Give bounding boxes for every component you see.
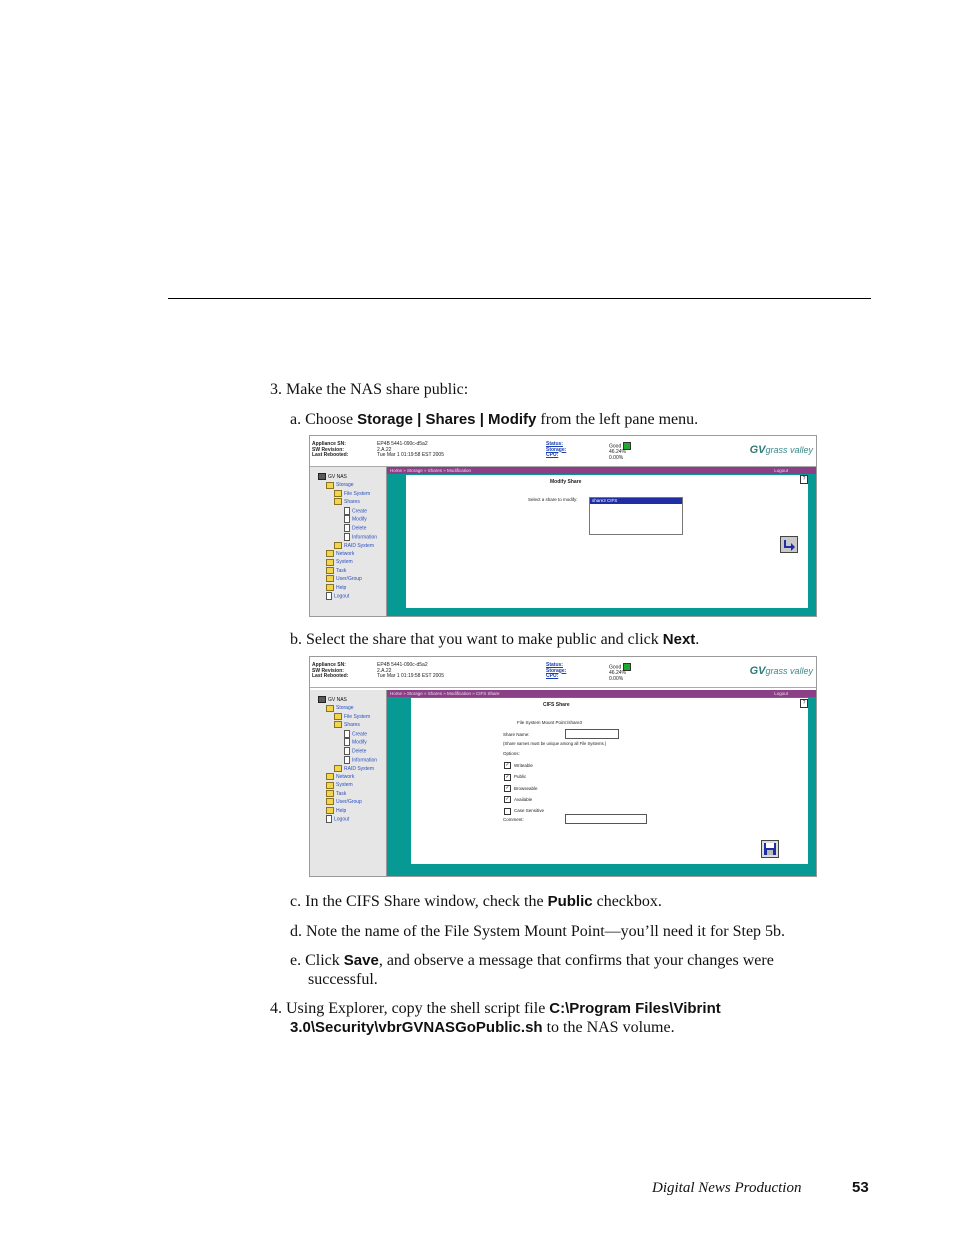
storage-link[interactable]: Storage: xyxy=(546,446,567,453)
cpu-link[interactable]: CPU: xyxy=(546,452,559,458)
cpu-link[interactable]: CPU: xyxy=(546,673,559,679)
share-option[interactable]: share3 CIFS xyxy=(590,498,682,504)
tree-user-group[interactable]: User/Group xyxy=(318,798,377,806)
folder-icon xyxy=(326,575,334,582)
folder-icon xyxy=(326,782,334,789)
tree-system[interactable]: System xyxy=(318,558,377,566)
tree-raid-system[interactable]: RAID System xyxy=(318,542,377,550)
next-button[interactable] xyxy=(780,536,798,553)
tree-help[interactable]: Help xyxy=(318,584,377,592)
help-icon[interactable]: ? xyxy=(800,475,808,484)
tree-logout[interactable]: Logout xyxy=(318,815,377,824)
breadcrumb: Home » Storage » Shares » Modification » CIFS Share Logout xyxy=(387,690,816,697)
left-nav-pane xyxy=(310,690,387,876)
available-checkbox[interactable]: ✓ Available xyxy=(505,796,533,803)
options-label: Options: xyxy=(503,751,520,756)
content-pane xyxy=(387,467,816,616)
folder-icon xyxy=(334,765,342,772)
options-group xyxy=(504,760,544,816)
page-icon xyxy=(344,515,350,523)
tree-delete[interactable]: Delete xyxy=(318,747,377,756)
tree-gv-nas[interactable]: GV NAS xyxy=(318,696,377,704)
tree-user-group[interactable]: User/Group xyxy=(318,575,377,583)
folder-open-icon xyxy=(334,721,342,728)
folder-icon xyxy=(326,790,334,797)
comment-input[interactable] xyxy=(565,814,647,824)
tree-modify[interactable]: Modify xyxy=(318,738,377,747)
case-sensitive-checkbox[interactable]: Case Sensitive xyxy=(504,805,544,816)
folder-open-icon xyxy=(334,498,342,505)
mount-point-label: File System Mount Point:/share3 xyxy=(517,720,583,725)
page-icon xyxy=(344,524,350,532)
folder-icon xyxy=(334,542,342,549)
page-title: CIFS Share xyxy=(543,702,570,708)
screenshot-modify-share xyxy=(309,435,817,617)
content-pane xyxy=(387,690,816,876)
step-3e-cont: successful. xyxy=(308,971,378,988)
share-name-input[interactable] xyxy=(565,729,619,739)
folder-icon xyxy=(326,559,334,566)
page-icon xyxy=(344,730,350,738)
page-icon xyxy=(344,738,350,746)
left-nav-pane xyxy=(310,467,387,616)
step-4-cont: 3.0\Security\vbrGVNASGoPublic.sh to the NAS volume. xyxy=(290,1019,675,1036)
logout-link[interactable]: Logout xyxy=(774,468,788,473)
folder-icon xyxy=(334,713,342,720)
tree-information[interactable]: Information xyxy=(318,756,377,765)
help-icon[interactable]: ? xyxy=(800,699,808,708)
tree-shares[interactable]: Shares xyxy=(318,498,377,506)
tree-file-system[interactable]: File System xyxy=(318,713,377,721)
public-checkbox[interactable]: ✓ Public xyxy=(505,773,527,780)
folder-icon xyxy=(326,482,334,489)
tree-gv-nas[interactable]: GV NAS xyxy=(318,473,377,481)
server-icon xyxy=(318,696,326,703)
select-label: Select a share to modify: xyxy=(528,497,578,502)
page-icon xyxy=(344,747,350,755)
status-header: Appliance SN: SW Revision: Last Rebooted: EP4B 5441-090c-d5a2 2.A.22 Tue Mar 1 01:19:58 EST 2005 Status: Storage: CPU: Good 46.24% 0.00% GVgrass valley xyxy=(310,657,816,688)
tree-help[interactable]: Help xyxy=(318,807,377,815)
tree-logout[interactable]: Logout xyxy=(318,592,377,601)
status-link[interactable]: Status: xyxy=(546,662,563,668)
floppy-disk-icon xyxy=(762,841,778,857)
tree-delete[interactable]: Delete xyxy=(318,524,377,533)
header-rule xyxy=(168,298,871,299)
step-3b: b. Select the share that you want to make public and click Next. xyxy=(290,631,700,648)
folder-icon xyxy=(326,550,334,557)
writeable-checkbox[interactable]: ✓ Writeable xyxy=(505,762,533,769)
step-3: 3. Make the NAS share public: xyxy=(270,381,469,398)
step-3c: c. In the CIFS Share window, check the Public checkbox. xyxy=(290,893,662,910)
page-title: Modify Share xyxy=(550,479,582,485)
page-icon xyxy=(326,815,332,823)
tree-storage[interactable]: Storage xyxy=(318,481,377,489)
step-4: 4. Using Explorer, copy the shell script file C:\Program Files\Vibrint xyxy=(270,1000,721,1017)
status-header: Appliance SN: SW Revision: Last Rebooted: EP4B 5441-090c-d5a2 2.A.22 Tue Mar 1 01:19:58 EST 2005 Status: Storage: CPU: Good 46.24% 0.00% GVgrass valley xyxy=(310,436,816,467)
step-3d: d. Note the name of the File System Mount Point—you’ll need it for Step 5b. xyxy=(290,923,786,940)
step-3e: e. Click Save, and observe a message that confirms that your changes were xyxy=(290,952,774,969)
tree-storage[interactable]: Storage xyxy=(318,704,377,712)
page-icon xyxy=(344,756,350,764)
folder-icon xyxy=(326,705,334,712)
next-arrow-icon xyxy=(781,537,797,552)
grass-valley-logo: GVgrass valley xyxy=(749,444,813,456)
page-icon xyxy=(344,507,350,515)
browseable-checkbox[interactable]: ✓ Browseable xyxy=(505,784,538,791)
folder-icon xyxy=(334,490,342,497)
folder-icon xyxy=(326,807,334,814)
grass-valley-logo: GVgrass valley xyxy=(749,665,813,677)
share-name-label: Share Name: xyxy=(503,732,530,737)
tree-network[interactable]: Network xyxy=(318,550,377,558)
breadcrumb: Home » Storage » Shares » Modification Logout xyxy=(387,467,816,474)
folder-icon xyxy=(326,798,334,805)
storage-link[interactable]: Storage: xyxy=(546,667,567,674)
page-icon xyxy=(344,533,350,541)
tree-create[interactable]: Create xyxy=(318,730,377,739)
tree-modify[interactable]: Modify xyxy=(318,515,377,524)
tree-create[interactable]: Create xyxy=(318,507,377,516)
step-3a: a. Choose Storage | Shares | Modify from the left pane menu. xyxy=(290,411,699,428)
tree-shares[interactable]: Shares xyxy=(318,721,377,729)
tree-file-system[interactable]: File System xyxy=(318,490,377,498)
save-button[interactable] xyxy=(761,840,779,858)
tree-task[interactable]: Task xyxy=(318,567,377,575)
share-name-note: (Share names must be unique among all File Systems.) xyxy=(503,741,607,746)
status-link[interactable]: Status: xyxy=(546,441,563,447)
page-number: 53 xyxy=(852,1179,869,1196)
server-icon xyxy=(318,473,326,480)
tree-raid-system[interactable]: RAID System xyxy=(318,765,377,773)
screenshot-cifs-share xyxy=(309,656,817,877)
tree-system[interactable]: System xyxy=(318,781,377,789)
comment-label: Comment: xyxy=(503,817,524,822)
folder-icon xyxy=(326,567,334,574)
tree-information[interactable]: Information xyxy=(318,533,377,542)
tree-task[interactable]: Task xyxy=(318,790,377,798)
page-icon xyxy=(326,592,332,600)
share-list[interactable] xyxy=(589,497,683,535)
folder-icon xyxy=(326,584,334,591)
tree-network[interactable]: Network xyxy=(318,773,377,781)
folder-icon xyxy=(326,773,334,780)
footer-book-title: Digital News Production xyxy=(652,1180,802,1196)
logout-link[interactable]: Logout xyxy=(774,691,788,696)
